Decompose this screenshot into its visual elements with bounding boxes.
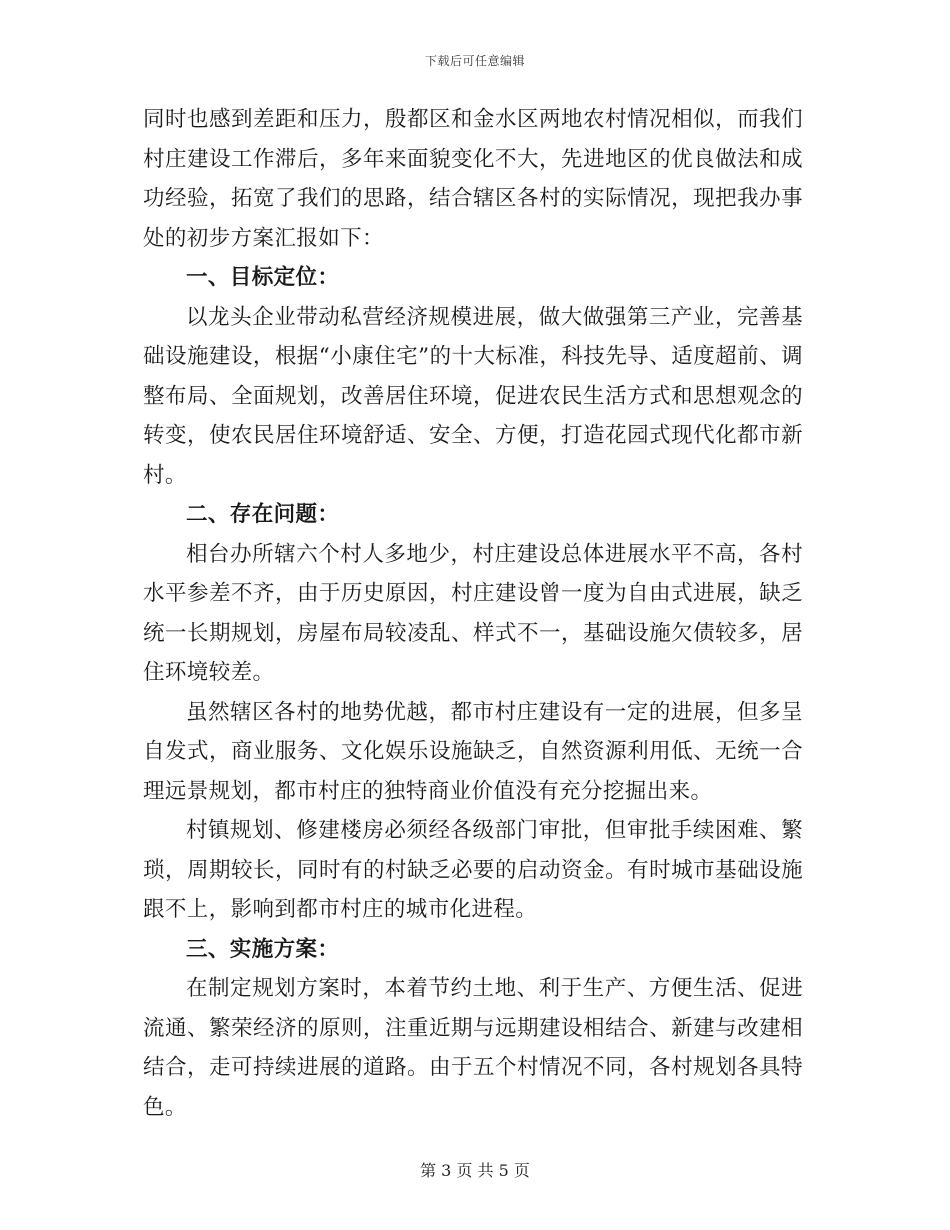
paragraph-plan: 在制定规划方案时，本着节约土地、利于生产、方便生活、促进流通、繁荣经济的原则，注重近期与远期建设相结合、新建与改建相结合，走可持续进展的道路。由于五个村情况不同，各村规划各具特色。 [143,976,803,1120]
document-body [143,100,803,1127]
section-heading-goals: 一、目标定位： [186,265,340,290]
paragraph-problems-1: 相台办所辖六个村人多地少，村庄建设总体进展水平不高，各村水平参差不齐，由于历史原因，村庄建设曾一度为自由式进展，缺乏统一长期规划，房屋布局较凌乱、样式不一，基础设施欠债较多，居住环境较差。 [143,541,803,685]
paragraph-goals: 以龙头企业带动私营经济规模进展，做大做强第三产业，完善基础设施建设，根据“小康住宅”的十大标准，科技先导、适度超前、调整布局、全面规划，改善居住环境，促进农民生活方式和思想观念的转变，使农民居住环境舒适、安全、方便，打造花园式现代化都市新村。 [143,304,803,488]
paragraph-problems-3: 村镇规划、修建楼房必须经各级部门审批，但审批手续困难、繁琐，周期较长，同时有的村缺乏必要的启动资金。有时城市基础设施跟不上，影响到都市村庄的城市化进程。 [143,818,803,922]
page-footer: 第 3 页 共 5 页 [420,1161,530,1180]
paragraph-problems-2: 虽然辖区各村的地势优越，都市村庄建设有一定的进展，但多呈自发式，商业服务、文化娱乐设施缺乏，自然资源利用低、无统一合理远景规划，都市村庄的独特商业价值没有充分挖掘出来。 [143,699,803,804]
section-heading-problems: 二、存在问题： [186,502,340,527]
page-header: 下载后可任意编辑 [424,54,525,68]
section-heading-plan: 三、实施方案： [186,936,340,962]
paragraph-intro: 同时也感到差距和压力，殷都区和金水区两地农村情况相似，而我们村庄建设工作滞后，多年来面貌变化不大，先进地区的优良做法和成功经验，拓宽了我们的思路，结合辖区各村的实际情况，现把我办事处的初步方案汇报如下： [143,107,803,251]
